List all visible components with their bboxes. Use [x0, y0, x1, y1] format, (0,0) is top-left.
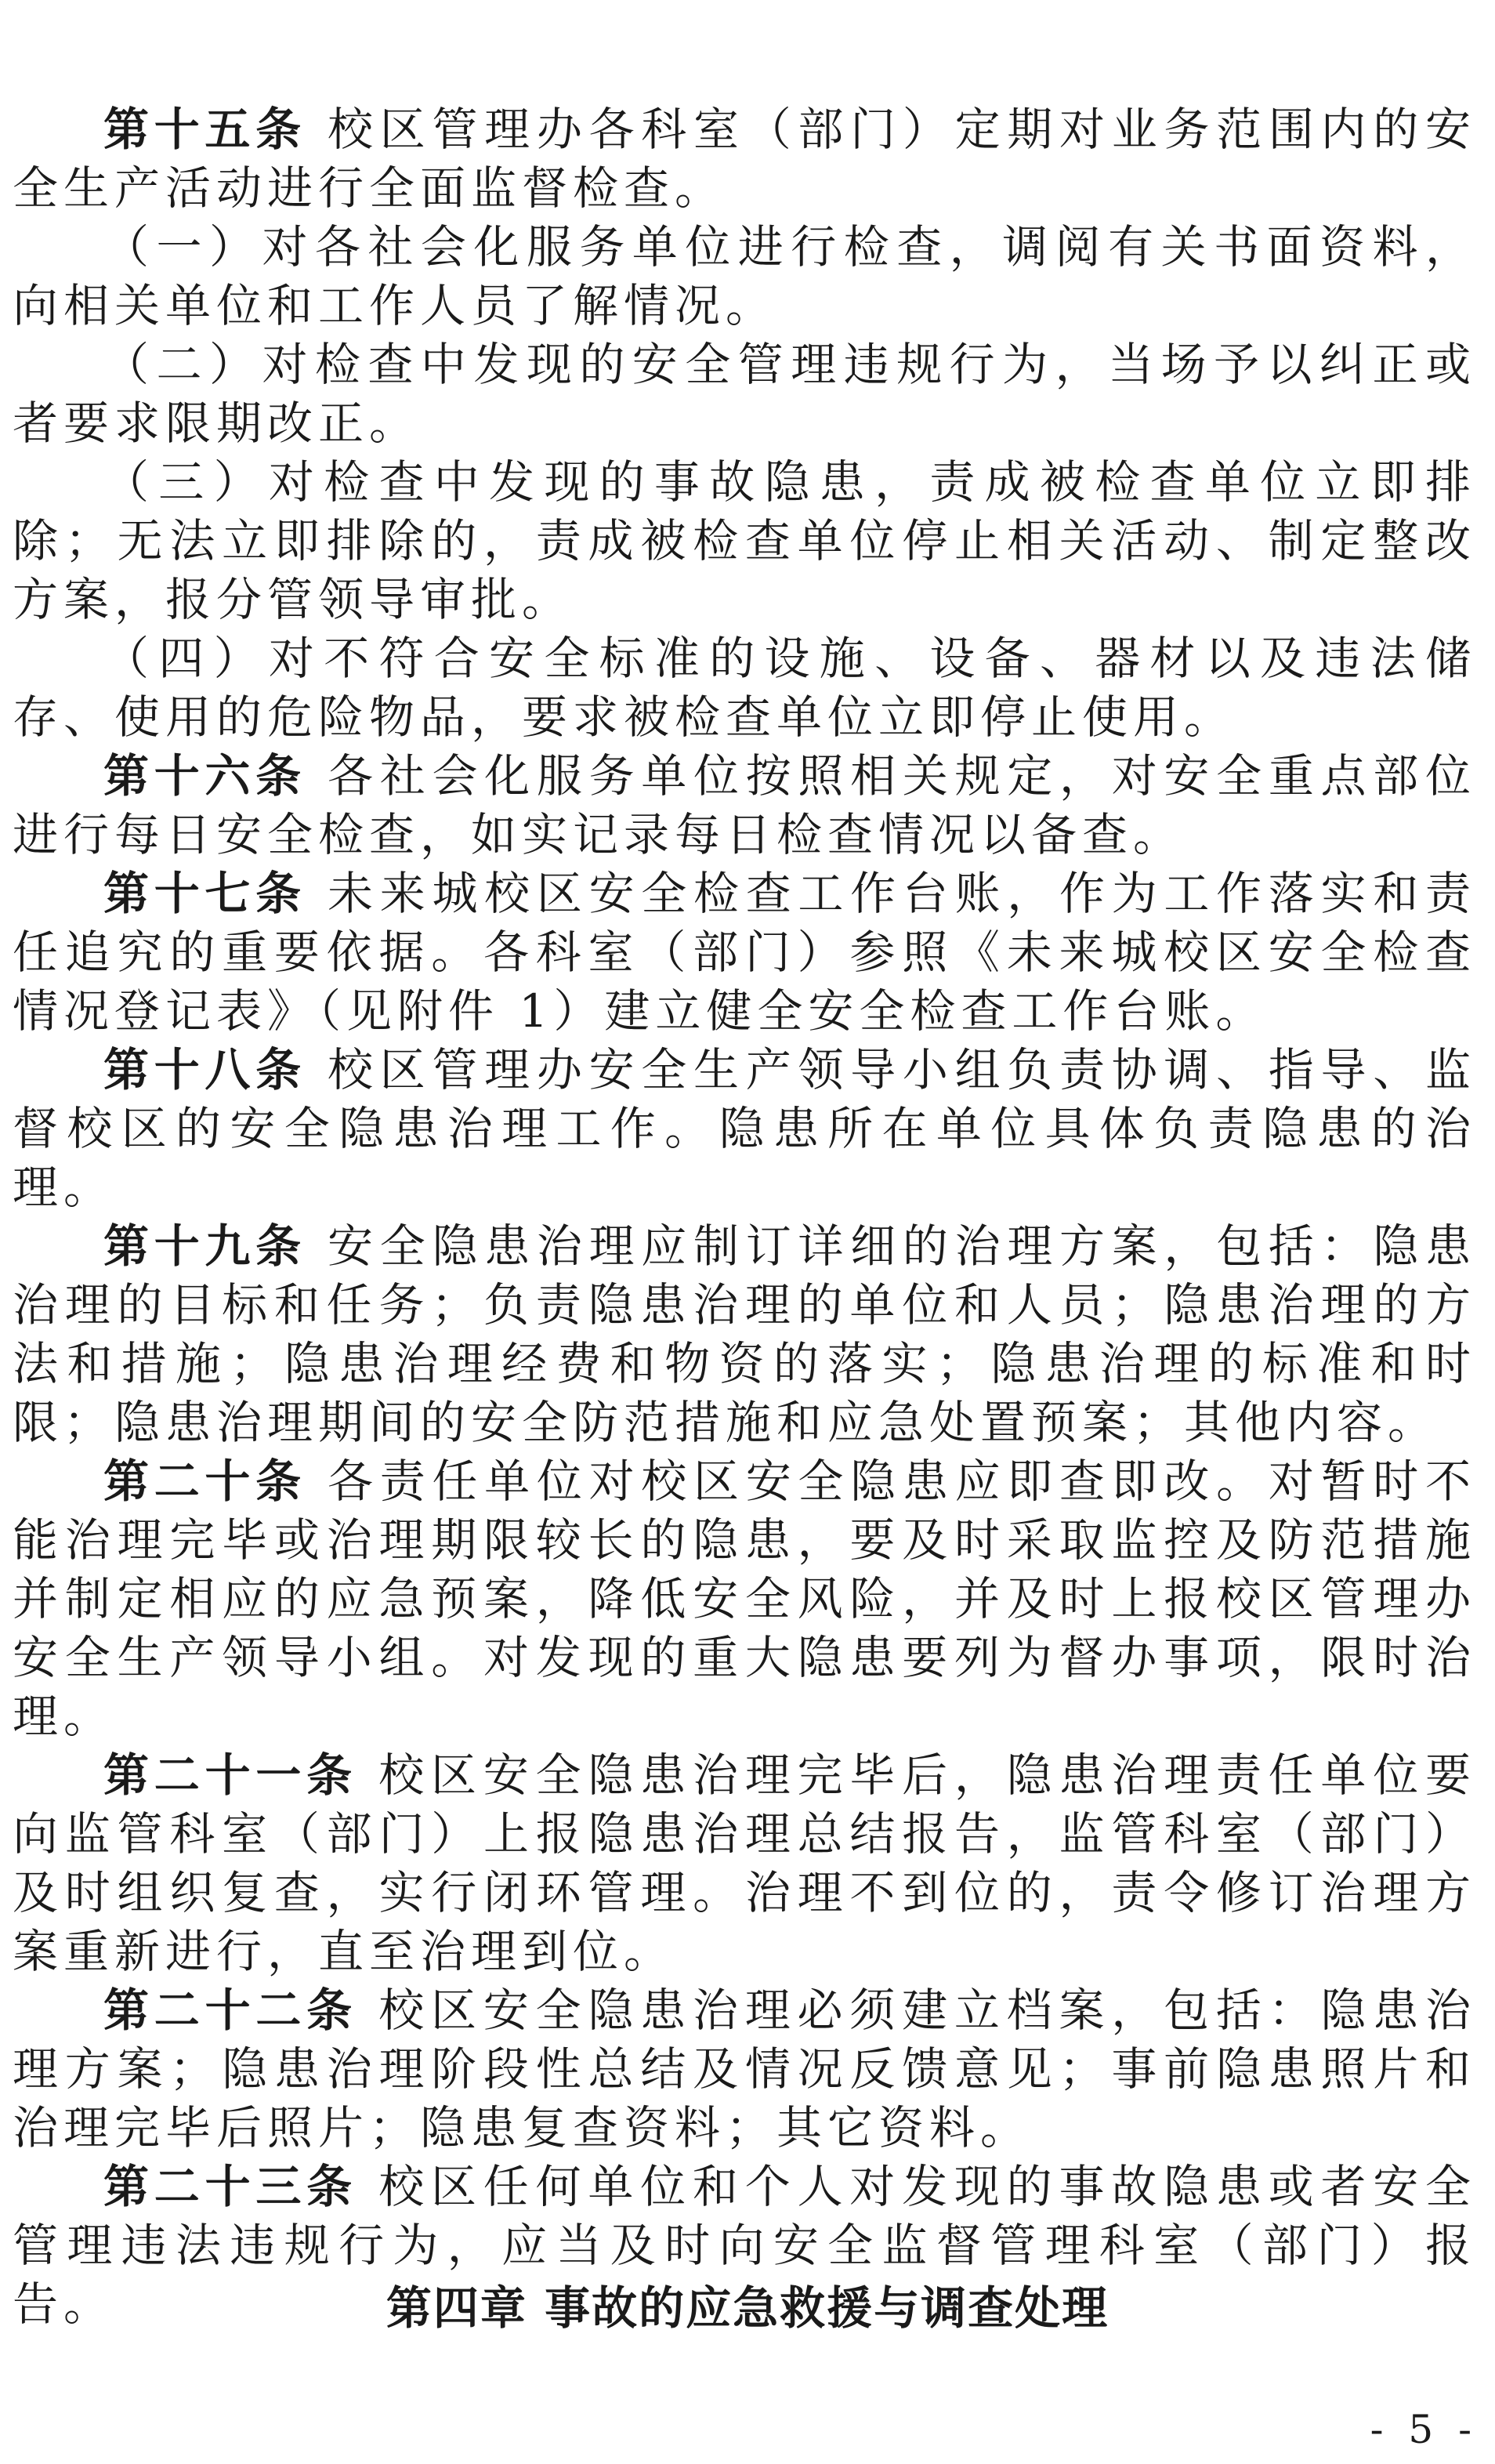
article-text: （二）对检查中发现的安全管理违规行为，当场予以纠正或者要求限期改正。 — [13, 338, 1476, 450]
article-text: 各责任单位对校区安全隐患应即查即改。对暂时不能治理完毕或治理期限较长的隐患，要及时采取监控及防范措施并制定相应的应急预案，降低安全风险，并及时上报校区管理办安全生产领导小组。对发现的重大隐患要列为督办事项，限时治理。 — [13, 1455, 1476, 1743]
article-text: 校区管理办各科室（部门）定期对业务范围内的安全生产活动进行全面监督检查。 — [13, 103, 1476, 215]
article-20 — [13, 1452, 1476, 1746]
article-heading: 第二十一条 — [103, 1748, 357, 1802]
article-21 — [13, 1746, 1476, 1981]
article-text: 各社会化服务单位按照相关规定，对安全重点部位进行每日安全检查，如实记录每日检查情况以备查。 — [13, 749, 1476, 861]
article-18 — [13, 1041, 1476, 1217]
article-text: 未来城校区安全检查工作台账，作为工作落实和责任追究的重要依据。各科室（部门）参照《未来城校区安全检查情况登记表》（见附件 1）建立健全安全检查工作台账。 — [13, 867, 1476, 1038]
article-15-item-2 — [13, 335, 1476, 453]
article-list — [13, 100, 1476, 2334]
article-heading: 第十九条 — [103, 1219, 306, 1273]
article-text: 校区任何单位和个人对发现的事故隐患或者安全管理违法违规行为，应当及时向安全监督管理科室（部门）报告。 — [13, 2160, 1476, 2331]
article-text: （三）对检查中发现的事故隐患，责成被检查单位立即排除；无法立即排除的，责成被检查单位停止相关活动、制定整改方案，报分管领导审批。 — [13, 455, 1476, 626]
article-text: 校区管理办安全生产领导小组负责协调、指导、监督校区的安全隐患治理工作。隐患所在单位具体负责隐患的治理。 — [13, 1043, 1476, 1214]
article-text: 校区安全隐患治理完毕后，隐患治理责任单位要向监管科室（部门）上报隐患治理总结报告，监管科室（部门）及时组织复查，实行闭环管理。治理不到位的，责令修订治理方案重新进行，直至治理到位。 — [13, 1748, 1476, 1978]
article-heading: 第二十条 — [103, 1455, 306, 1508]
article-text: （四）对不符合安全标准的设施、设备、器材以及违法储存、使用的危险物品，要求被检查单位立即停止使用。 — [13, 632, 1476, 744]
article-22 — [13, 1981, 1476, 2158]
article-16 — [13, 747, 1476, 864]
page-number: - 5 - — [1370, 2407, 1478, 2452]
article-text: 校区安全隐患治理必须建立档案，包括：隐患治理方案；隐患治理阶段性总结及情况反馈意见；事前隐患照片和治理完毕后照片；隐患复查资料；其它资料。 — [13, 1984, 1476, 2154]
article-heading: 第十五条 — [103, 103, 306, 156]
chapter-title: 第四章 事故的应急救援与调查处理 — [386, 2281, 1109, 2335]
article-heading: 第十六条 — [103, 749, 306, 803]
article-heading: 第二十二条 — [103, 1984, 357, 2037]
article-15-item-4 — [13, 629, 1476, 747]
article-heading: 第十八条 — [103, 1043, 306, 1096]
article-heading: 第二十三条 — [103, 2160, 357, 2213]
article-19 — [13, 1217, 1476, 1452]
article-15-item-3 — [13, 453, 1476, 629]
article-heading: 第十七条 — [103, 867, 306, 920]
article-15 — [13, 100, 1476, 218]
article-text: （一）对各社会化服务单位进行检查，调阅有关书面资料，向相关单位和工作人员了解情况。 — [13, 220, 1476, 332]
article-15-item-1 — [13, 218, 1476, 335]
article-text: 安全隐患治理应制订详细的治理方案，包括：隐患治理的目标和任务；负责隐患治理的单位和人员；隐患治理的方法和措施；隐患治理经费和物资的落实；隐患治理的标准和时限；隐患治理期间的安全防范措施和应急处置预案；其他内容。 — [13, 1219, 1476, 1449]
article-17 — [13, 864, 1476, 1041]
